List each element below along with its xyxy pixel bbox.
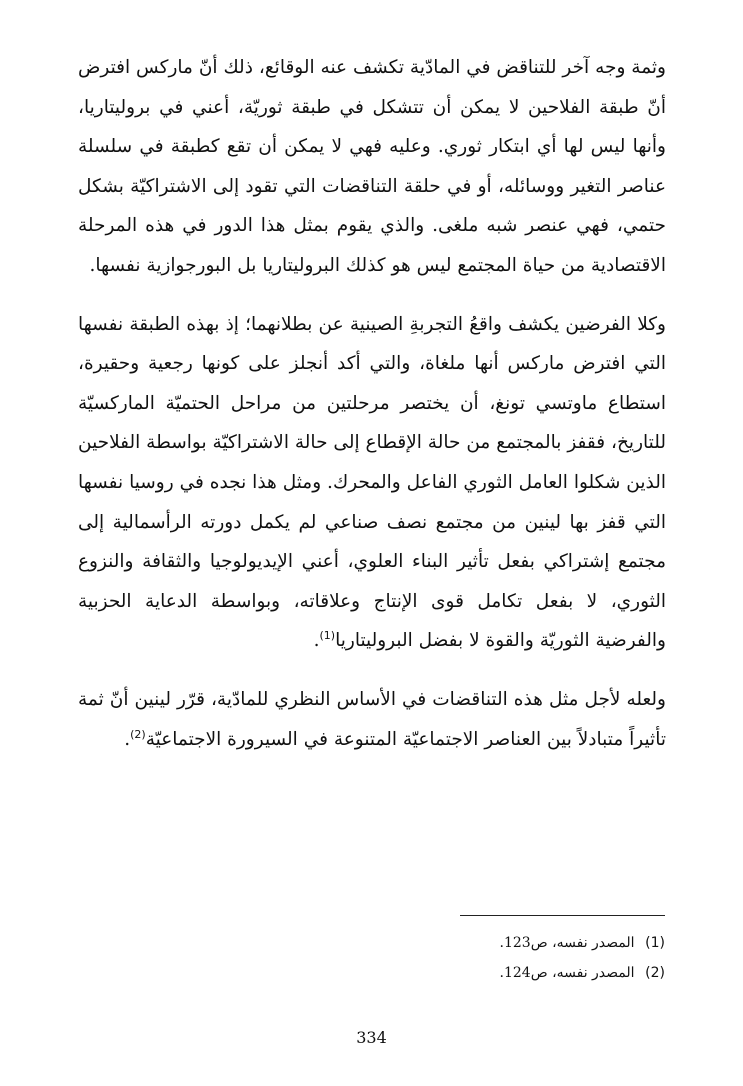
paragraph-1 (78, 48, 666, 286)
paragraph-2-text: وكلا الفرضين يكشف واقعُ التجربةِ الصينية عن بطلانهما؛ إذ بهذه الطبقة نفسها التي افترض ماركس أنها ملغاة، والتي أكد أنجلز على كونها رجعية وحقيرة، استطاع ماوتسي تونغ، أن يختصر مرحلتين من مراحل الحتميّة الماركسيّة للتاريخ، فقفز بالمجتمع من حالة الإقطاع إلى حالة الاشتراكيّة بواسطة الفلاحين الذين شكلوا العامل الثوري الفاعل والمحرك. ومثل هذا نجده في روسيا نفسها التي قفز بها لينين من مجتمع نصف صناعي لم يكمل دورته الرأسمالية إلى مجتمع إشتراكي بفعل تأثير البناء العلوي، أعني الإيديولوجيا والثقافة والنزوع الثوري، لا بفعل تكامل قوى الإنتاج وعلاقاته، وبواسطة الدعاية الحزبية والفرضية الثوريّة والقوة لا بفضل البروليتاريا (78, 313, 667, 652)
page-number: 334 (356, 1028, 387, 1047)
page-body (78, 48, 666, 759)
footnote-ref-1: (1) (319, 629, 336, 643)
paragraph-3 (78, 680, 666, 759)
paragraph-3-text: ولعله لأجل مثل هذه التناقضات في الأساس النظري للمادّية، قرّر لينين أنّ ثمة تأثيراً متبادلاً بين العناصر الاجتماعيّة المتنوعة في السيرورة الاجتماعيّة (78, 688, 666, 750)
footnote-ref-2: (2) (130, 727, 146, 741)
footnote-1-number: (1) (645, 935, 665, 951)
paragraph-2 (78, 305, 666, 661)
footnote-2 (265, 958, 665, 988)
footnote-1 (265, 928, 665, 958)
footnote-1-text: المصدر نفسه، ص123. (499, 935, 635, 951)
footnote-separator (460, 915, 665, 916)
footnote-2-number: (2) (645, 965, 665, 981)
paragraph-2-tail: . (313, 630, 320, 652)
footnote-2-text: المصدر نفسه، ص124. (499, 965, 635, 981)
paragraph-3-tail: . (124, 728, 131, 750)
paragraph-1-text: وثمة وجه آخر للتناقض في المادّية تكشف عنه الوقائع، ذلك أنّ ماركس افترض أنّ طبقة الفلاحين لا يمكن أن تتشكل في طبقة ثوريّة، أعني في بروليتاريا، وأنها ليس لها أي ابتكار ثوري. وعليه فهي لا يمكن أن تقع كطبقة في سلسلة عناصر التغير ووسائله، أو في حلقة التناقضات التي تقود إلى الاشتراكيّة بشكل حتمي، فهي عنصر شبه ملغى. والذي يقوم بمثل هذا الدور في هذه المرحلة الاقتصادية من حياة المجتمع ليس هو كذلك البروليتاريا بل البورجوازية نفسها. (78, 57, 666, 276)
footnotes (265, 928, 665, 988)
